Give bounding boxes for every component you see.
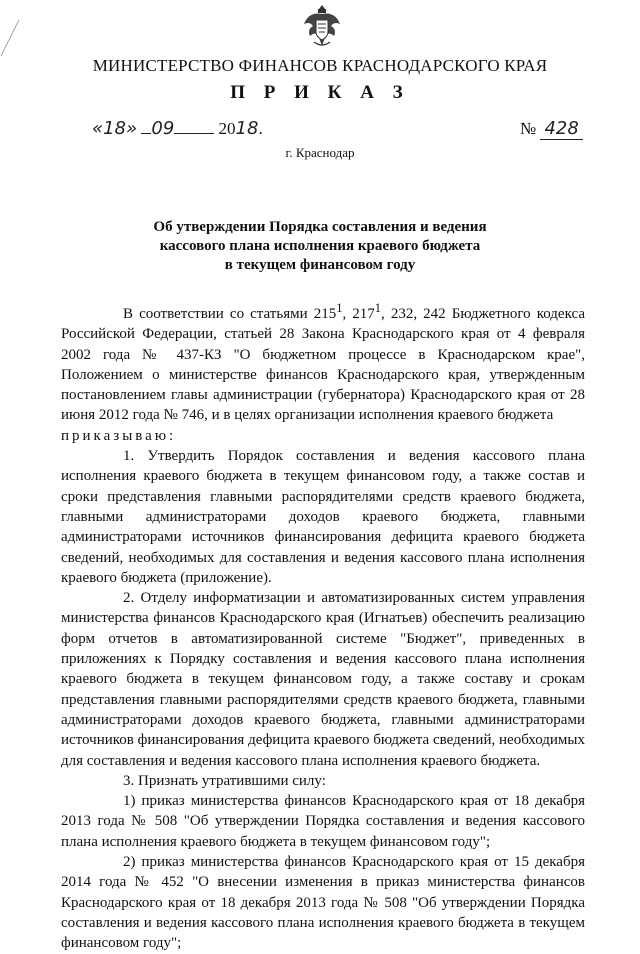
order-body <box>61 298 585 954</box>
subject-line: Об утверждении Порядка составления и ведения <box>153 219 487 235</box>
city: г. Краснодар <box>285 145 355 160</box>
item-1: 1. Утвердить Порядок составления и ведения кассового плана исполнения краевого бюджета в текущем финансовом году, а также состав и сроки представления главными распорядителями средств краевого бюджета, главными администраторами доходов краевого бюджета, главными администраторами источников финансирования дефицита краевого бюджета сведений, необходимых для составления и ведения кассового плана исполнения краевого бюджета (приложение). <box>61 448 585 586</box>
preamble-paragraph <box>61 298 585 426</box>
number-value: 428 <box>540 118 582 140</box>
date-close-quote: » <box>126 118 138 139</box>
subject-line: в текущем финансовом году <box>224 257 416 273</box>
subject-line: кассового плана исполнения краевого бюджета <box>159 238 481 254</box>
item-3-2: 2) приказ министерства финансов Краснодарского края от 15 декабря 2014 года № 452 "О внесении изменения в приказ министерства финансов Краснодарского края от 18 декабря 2013 года № 508 "Об утверждении Порядка составления и ведения кассового плана исполнения краевого бюджета в текущем финансовом году"; <box>61 854 585 952</box>
item-3: 3. Признать утратившими силу: <box>123 772 326 789</box>
ministry-name: МИНИСТЕРСТВО ФИНАНСОВ КРАСНОДАРСКОГО КРАЯ <box>92 56 548 75</box>
date-month: 09 <box>151 118 175 139</box>
date-suffix: . <box>258 119 263 138</box>
item-2: 2. Отделу информатизации и автоматизированных систем управления министерства финансов Краснодарского края (Игнатьев) обеспечить реализацию форм отчетов в автоматизированной системе "Бюджет", приведенных в приложениях к Порядку составления и ведения кассового плана исполнения краевого бюджета в текущем финансовом году, а также составу и срокам представления главными распорядителями средств краевого бюджета, главными администраторами доходов краевого бюджета, главными администраторами источников финансирования дефицита краевого бюджета сведений, необходимых для составления и ведения кассового плана исполнения краевого бюджета. <box>61 590 585 769</box>
order-number <box>520 118 583 139</box>
date-year-prefix: 20 <box>218 119 236 138</box>
item-3-1: 1) приказ министерства финансов Краснодарского края от 18 декабря 2013 года № 508 "Об утверждении Порядка составления и ведения кассового плана исполнения краевого бюджета в текущем финансовом году"; <box>61 793 585 850</box>
preamble-text: , 232, 242 Бюджетного кодекса Российской Федерации, статьей 28 Закона Краснодарского края от 4 февраля 2002 года № 437-КЗ "О бюджетном процессе в Краснодарском крае", Положением о министерстве финансов Краснодарского края, утвержденным постановлением главы администрации (губернатора) Краснодарского края от 28 июня 2012 года № 746, и в целях организации исполнения краевого бюджета <box>61 306 586 424</box>
date-day: 18 <box>103 118 127 139</box>
order-date <box>92 118 263 139</box>
order-word: приказываю: <box>61 427 177 444</box>
preamble-text: В соответствии со статьями 215 <box>123 306 337 322</box>
order-subject <box>0 218 640 275</box>
superscript: 1 <box>336 301 343 315</box>
corner-pen-mark <box>0 18 22 58</box>
superscript: 1 <box>374 301 382 315</box>
date-underline <box>174 119 214 134</box>
date-open-quote: « <box>92 118 104 139</box>
coat-of-arms-icon <box>301 2 343 50</box>
document-type-title: П Р И К А З <box>230 82 410 103</box>
order-word-paragraph <box>61 426 585 446</box>
preamble-text: , 217 <box>342 306 375 322</box>
date-underline <box>141 119 151 134</box>
date-year-suffix: 18 <box>235 118 259 139</box>
number-label: № <box>520 119 537 138</box>
